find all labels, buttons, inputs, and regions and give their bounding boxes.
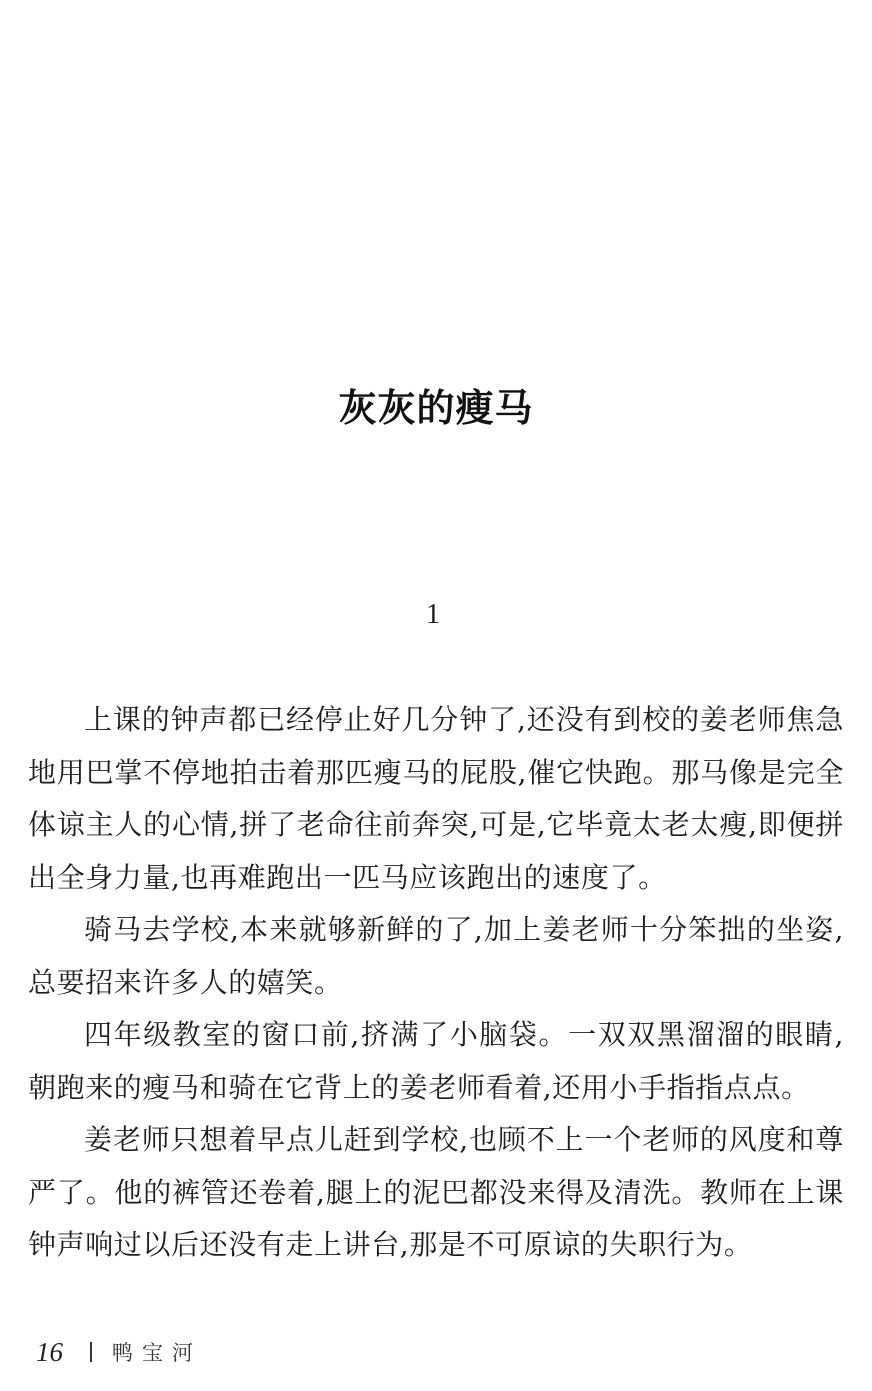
paragraph: 上课的钟声都已经停止好几分钟了,还没有到校的姜老师焦急地用巴掌不停地拍击着那匹瘦马的屁股,催它快跑。那马像是完全体谅主人的心情,拼了老命往前奔突,可是,它毕竟太老太瘦,即便拼出全身力量,也再难跑出一匹马应该跑出的速度了。 xyxy=(28,703,844,894)
body-text xyxy=(28,694,844,1272)
page-number: 16 xyxy=(36,1336,63,1367)
running-book-title: 鸭宝河 xyxy=(112,1341,202,1365)
page-footer xyxy=(36,1334,202,1370)
paragraph: 骑马去学校,本来就够新鲜的了,加上姜老师十分笨拙的坐姿,总要招来许多人的嬉笑。 xyxy=(28,913,844,999)
paragraph: 姜老师只想着早点儿赶到学校,也顾不上一个老师的风度和尊严了。他的裤管还卷着,腿上的泥巴都没来得及清洗。教师在上课钟声响过以后还没有走上讲台,那是不可原谅的失职行为。 xyxy=(28,1123,844,1261)
chapter-title: 灰灰的瘦马 xyxy=(338,386,534,430)
footer-divider xyxy=(90,1342,92,1362)
section-number: 1 xyxy=(426,599,440,630)
paragraph: 四年级教室的窗口前,挤满了小脑袋。一双双黑溜溜的眼睛,朝跑来的瘦马和骑在它背上的姜老师看着,还用小手指指点点。 xyxy=(28,1018,844,1104)
